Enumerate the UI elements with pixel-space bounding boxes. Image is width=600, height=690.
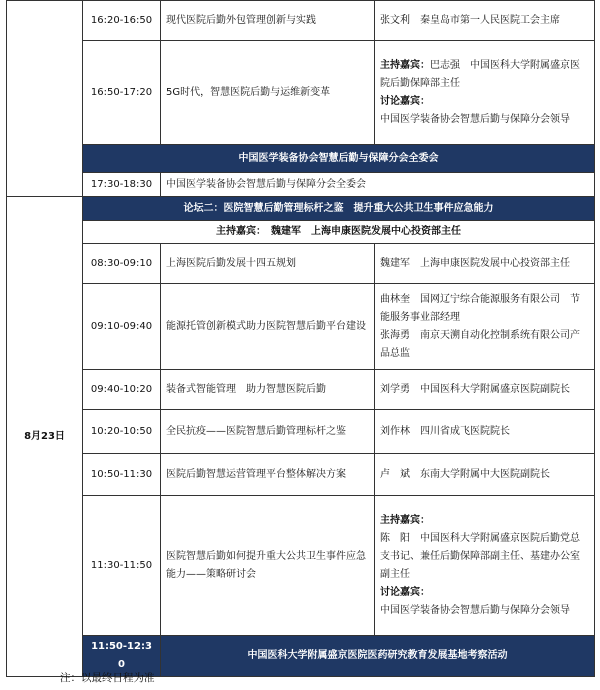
time-cell: 08:30-09:10 xyxy=(83,244,161,284)
speaker-cell xyxy=(375,41,595,145)
table-row xyxy=(7,41,595,145)
host-label: 主持嘉宾： xyxy=(380,59,430,71)
table-row xyxy=(7,496,595,636)
speaker-cell: 魏建军 上海申康医院发展中心投资部主任 xyxy=(375,244,595,284)
table-row xyxy=(7,284,595,370)
topic-cell: 5G时代，智慧医院后勤与运维新变革 xyxy=(161,41,375,145)
speaker-cell xyxy=(375,496,595,636)
time-cell: 11:30-11:50 xyxy=(83,496,161,636)
topic-cell: 现代医院后勤外包管理创新与实践 xyxy=(161,1,375,41)
schedule-table xyxy=(6,0,595,677)
banner-text: 中国医学装备协会智慧后勤与保障分会全委会 xyxy=(83,145,595,173)
time-cell: 09:40-10:20 xyxy=(83,370,161,410)
table-row xyxy=(7,244,595,284)
speaker-text: 曲林奎 国网辽宁综合能源服务有限公司 节能服务事业部经理 xyxy=(380,293,580,323)
discuss-label: 讨论嘉宾： xyxy=(380,586,430,598)
time-cell: 10:20-10:50 xyxy=(83,410,161,454)
time-cell: 09:10-09:40 xyxy=(83,284,161,370)
topic-cell: 能源托管创新模式助力医院智慧后勤平台建设 xyxy=(161,284,375,370)
speaker-cell: 刘学勇 中国医科大学附属盛京医院副院长 xyxy=(375,370,595,410)
table-row xyxy=(7,410,595,454)
speaker-text: 张海勇 南京天溯自动化控制系统有限公司产品总监 xyxy=(380,329,580,359)
topic-cell: 装备式智能管理 助力智慧医院后勤 xyxy=(161,370,375,410)
topic-cell: 上海医院后勤发展十四五规划 xyxy=(161,244,375,284)
discuss-label: 讨论嘉宾： xyxy=(380,95,430,107)
host-text: 巴志强 中国医科大学附属盛京医院后勤保障部主任 xyxy=(380,59,580,89)
table-row xyxy=(7,454,595,496)
table-row xyxy=(7,1,595,41)
topic-cell: 医院智慧后勤如何提升重大公共卫生事件应急能力——策略研讨会 xyxy=(161,496,375,636)
time-cell: 11:50-12:30 xyxy=(83,636,161,677)
discuss-text: 中国医学装备协会智慧后勤与保障分会领导 xyxy=(380,604,570,616)
topic-cell: 医院后勤智慧运营管理平台整体解决方案 xyxy=(161,454,375,496)
host-label: 主持嘉宾： xyxy=(380,514,430,526)
speaker-cell: 卢 斌 东南大学附属中大医院副院长 xyxy=(375,454,595,496)
topic-cell: 中国医科大学附属盛京医院医药研究教育发展基地考察活动 xyxy=(161,636,595,677)
forum-host: 主持嘉宾： 魏建军 上海申康医院发展中心投资部主任 xyxy=(83,221,595,244)
topic-cell: 中国医学装备协会智慧后勤与保障分会全委会 xyxy=(161,173,595,197)
table-row xyxy=(7,173,595,197)
discuss-text: 中国医学装备协会智慧后勤与保障分会领导 xyxy=(380,113,570,125)
table-row xyxy=(7,370,595,410)
forum-title: 论坛二：医院智慧后勤管理标杆之鉴 提升重大公共卫生事件应急能力 xyxy=(83,197,595,221)
topic-cell: 全民抗疫——医院智慧后勤管理标杆之鉴 xyxy=(161,410,375,454)
speaker-cell: 刘作林 四川省成飞医院院长 xyxy=(375,410,595,454)
banner-row xyxy=(7,145,595,173)
date-cell: 8月23日 xyxy=(7,197,83,677)
speaker-cell: 张文利 秦皇岛市第一人民医院工会主席 xyxy=(375,1,595,41)
time-cell: 17:30-18:30 xyxy=(83,173,161,197)
time-cell: 16:50-17:20 xyxy=(83,41,161,145)
footnote: 注：以最终日程为准 xyxy=(60,672,155,684)
forum-host-row xyxy=(7,221,595,244)
time-cell: 10:50-11:30 xyxy=(83,454,161,496)
host-text: 陈 阳 中国医科大学附属盛京医院后勤党总支书记、兼任后勤保障部副主任、基建办公室副主任 xyxy=(380,532,580,580)
speaker-cell xyxy=(375,284,595,370)
forum-title-row xyxy=(7,197,595,221)
time-cell: 16:20-16:50 xyxy=(83,1,161,41)
date-cell xyxy=(7,1,83,197)
